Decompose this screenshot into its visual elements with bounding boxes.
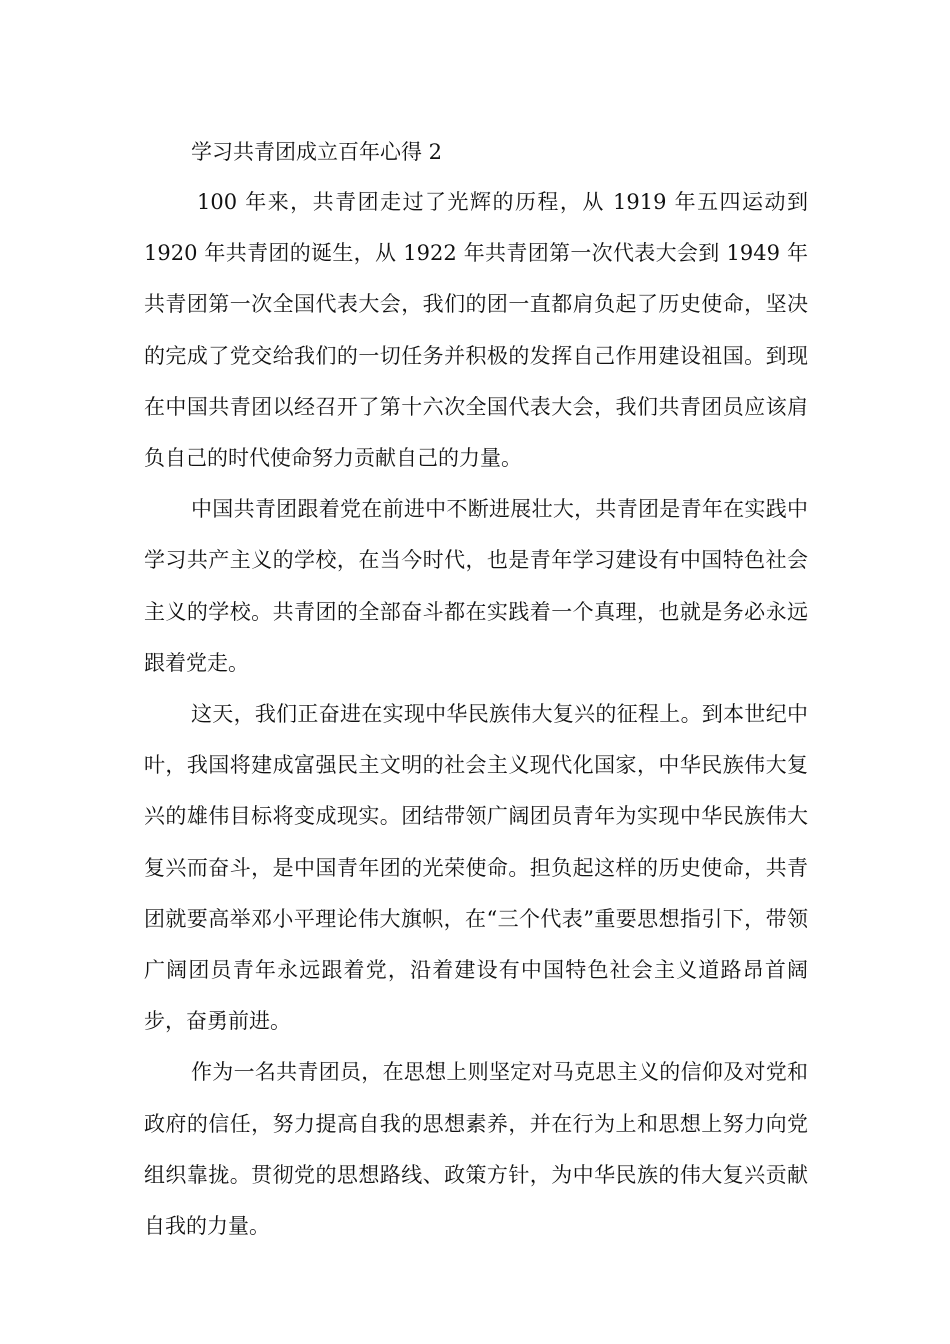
document-body (144, 177, 808, 1252)
paragraph-3: 这天，我们正奋进在实现中华民族伟大复兴的征程上。到本世纪中叶，我国将建成富强民主文明的社会主义现代化国家，中华民族伟大复兴的雄伟目标将变成现实。团结带领广阔团员青年为实现中华民族伟大复兴而奋斗，是中国青年团的光荣使命。担负起这样的历史使命，共青团就要高举邓小平理论伟大旗帜，在“三个代表”重要思想指引下，带领广阔团员青年永远跟着党，沿着建设有中国特色社会主义道路昂首阔步，奋勇前进。 (144, 702, 808, 1034)
document-title: 学习共青团成立百年心得 2 (191, 140, 443, 164)
paragraph-2: 中国共青团跟着党在前进中不断进展壮大，共青团是青年在实践中学习共产主义的学校，在当今时代，也是青年学习建设有中国特色社会主义的学校。共青团的全部奋斗都在实践着一个真理，也就是务必永远跟着党走。 (144, 497, 808, 675)
paragraph-1: 100 年来，共青团走过了光辉的历程，从 1919 年五四运动到 1920 年共青团的诞生，从 1922 年共青团第一次代表大会到 1949 年共青团第一次全国代表大会，我们的团一直都肩负起了历史使命，坚决的完成了党交给我们的一切任务并积极的发挥自己作用建设祖国。到现在中国共青团以经召开了第十六次全国代表大会，我们共青团员应该肩负自己的时代使命努力贡献自己的力量。 (144, 190, 808, 471)
paragraph-4: 作为一名共青团员，在思想上则坚定对马克思主义的信仰及对党和政府的信任，努力提高自我的思想素养，并在行为上和思想上努力向党组织靠拢。贯彻党的思想路线、政策方针，为中华民族的伟大复兴贡献自我的力量。 (144, 1060, 808, 1239)
